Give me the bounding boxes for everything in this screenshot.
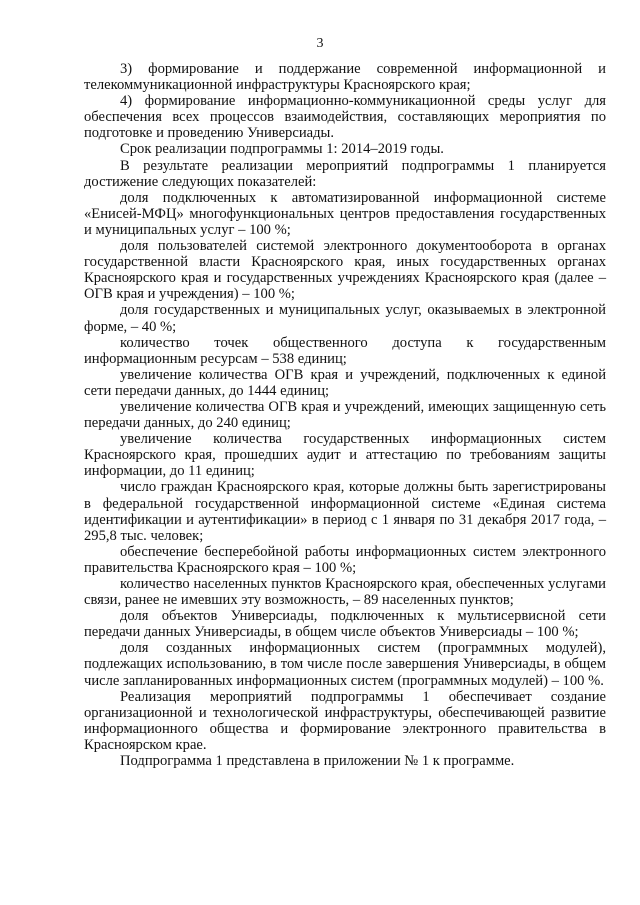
indicator-paragraph: число граждан Красноярского края, которые должны быть зарегистрированы в федеральной государственной информационной системе «Единая система идентификации и аутентификации» в период с 1 января по 31 декабря 2017 года, – 295,8 тыс. человек; xyxy=(84,479,606,544)
paragraph-term: Срок реализации подпрограммы 1: 2014–2019 годы. xyxy=(120,141,444,158)
indicator-paragraph: доля объектов Универсиады, подключенных к мультисервисной сети передачи данных Универсиады, в общем числе объектов Универсиады – 100 %; xyxy=(84,608,606,641)
document-body xyxy=(84,61,606,769)
indicator-paragraph: количество населенных пунктов Красноярского края, обеспеченных услугами связи, ранее не имевших эту возможность, – 89 населенных пунктов; xyxy=(84,576,606,609)
paragraph-item-3: 3) формирование и поддержание современной информационной и телекоммуникационной инфраструктуры Красноярского края; xyxy=(84,61,606,94)
indicator-paragraph: доля государственных и муниципальных услуг, оказываемых в электронной форме, – 40 %; xyxy=(84,302,606,335)
indicator-paragraph: доля созданных информационных систем (программных модулей), подлежащих использованию, в том числе после завершения Универсиады, в общем числе запланированных информационных систем (программных модулей) – 100 %. xyxy=(84,640,606,689)
paragraph-appendix-reference: Подпрограмма 1 представлена в приложении № 1 к программе. xyxy=(120,753,515,770)
indicator-paragraph: увеличение количества ОГВ края и учреждений, имеющих защищенную сеть передачи данных, до 240 единиц; xyxy=(84,398,606,432)
indicator-paragraph: доля подключенных к автоматизированной информационной системе «Енисей-МФЦ» многофункциональных центров предоставления государственных и муниципальных услуг – 100 %; xyxy=(84,189,606,238)
indicator-paragraph: количество точек общественного доступа к государственным информационным ресурсам – 538 единиц; xyxy=(84,334,606,367)
paragraph-item-4: 4) формирование информационно-коммуникационной среды услуг для обеспечения всех процессов взаимодействия, составляющих мероприятия по подготовке и проведению Универсиады. xyxy=(84,93,606,142)
paragraph-implementation: Реализация мероприятий подпрограммы 1 обеспечивает создание организационной и технологической инфраструктуры, обеспечивающей развитие информационного общества и формирование электронного правительства в Красноярском крае. xyxy=(84,688,606,753)
indicator-paragraph: доля пользователей системой электронного документооборота в органах государственной власти Красноярского края, иных государственных органах Красноярского края и государственных учреждениях Красноярского края (далее – ОГВ края и учреждения) – 100 %; xyxy=(84,238,606,303)
indicator-paragraph: увеличение количества ОГВ края и учреждений, подключенных к единой сети передачи данных, до 1444 единиц; xyxy=(84,366,606,399)
indicator-paragraph: обеспечение бесперебойной работы информационных систем электронного правительства Красноярского края – 100 %; xyxy=(84,543,606,576)
page-number: 3 xyxy=(316,36,324,51)
paragraph-results-intro: В результате реализации мероприятий подпрограммы 1 планируется достижение следующих показателей: xyxy=(84,157,606,190)
indicator-paragraph: увеличение количества государственных информационных систем Красноярского края, прошедших аудит и аттестацию по требованиям защиты информации, до 11 единиц; xyxy=(84,431,606,480)
